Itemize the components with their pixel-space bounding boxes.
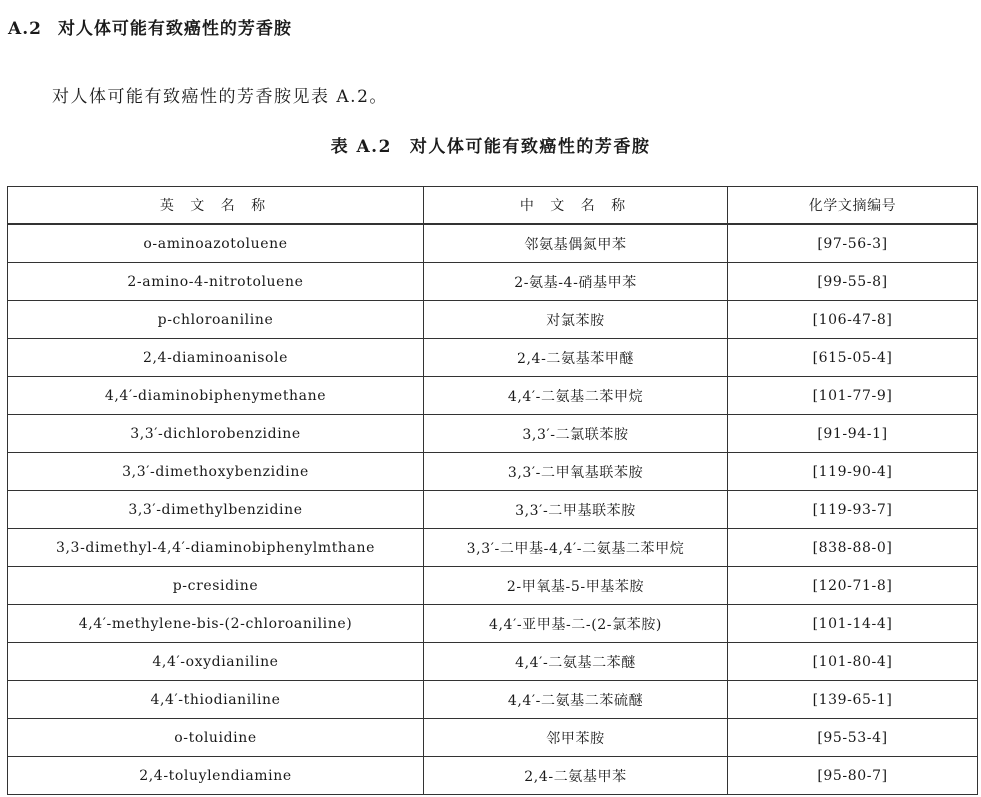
- english-name-cell: 3,3′-dichlorobenzidine: [8, 415, 424, 453]
- english-name-cell: p-chloroaniline: [8, 301, 424, 339]
- cas-number-cell: [91-94-1]: [728, 415, 978, 453]
- table-row: [8, 301, 978, 339]
- cas-number-cell: [615-05-4]: [728, 339, 978, 377]
- chinese-name-cell: 2-甲氧基-5-甲基苯胺: [424, 567, 728, 605]
- header-english-name: 英 文 名 称: [8, 187, 424, 225]
- cas-number-cell: [95-53-4]: [728, 719, 978, 757]
- table-row: [8, 605, 978, 643]
- english-name-cell: 4,4′-oxydianiline: [8, 643, 424, 681]
- cas-number-cell: [838-88-0]: [728, 529, 978, 567]
- chinese-name-cell: 2,4-二氨基甲苯: [424, 757, 728, 795]
- chinese-name-cell: 对氯苯胺: [424, 301, 728, 339]
- cas-number-cell: [106-47-8]: [728, 301, 978, 339]
- cas-number-cell: [95-80-7]: [728, 757, 978, 795]
- cas-number-cell: [97-56-3]: [728, 224, 978, 263]
- english-name-cell: 3,3-dimethyl-4,4′-diaminobiphenylmthane: [8, 529, 424, 567]
- english-name-cell: 2,4-toluylendiamine: [8, 757, 424, 795]
- english-name-cell: o-toluidine: [8, 719, 424, 757]
- table-row: [8, 567, 978, 605]
- chinese-name-cell: 邻甲苯胺: [424, 719, 728, 757]
- cas-number-cell: [101-77-9]: [728, 377, 978, 415]
- table-row: [8, 681, 978, 719]
- section-heading: [8, 14, 292, 39]
- chinese-name-cell: 2,4-二氨基苯甲醚: [424, 339, 728, 377]
- cas-number-cell: [101-80-4]: [728, 643, 978, 681]
- table-caption: [0, 132, 981, 157]
- chinese-name-cell: 3,3′-二甲基联苯胺: [424, 491, 728, 529]
- table-caption-label: 表 A.2: [330, 137, 392, 157]
- table-row: [8, 719, 978, 757]
- table-row: [8, 339, 978, 377]
- chinese-name-cell: 4,4′-二氨基二苯甲烷: [424, 377, 728, 415]
- english-name-cell: 4,4′-methylene-bis-(2-chloroaniline): [8, 605, 424, 643]
- section-title: 对人体可能有致癌性的芳香胺: [57, 19, 292, 39]
- english-name-cell: 2-amino-4-nitrotoluene: [8, 263, 424, 301]
- chinese-name-cell: 邻氨基偶氮甲苯: [424, 224, 728, 263]
- header-chinese-name: 中 文 名 称: [424, 187, 728, 225]
- table-row: [8, 643, 978, 681]
- table-header-row: [8, 187, 978, 225]
- cas-number-cell: [99-55-8]: [728, 263, 978, 301]
- header-cas-number: 化学文摘编号: [728, 187, 978, 225]
- intro-paragraph: 对人体可能有致癌性的芳香胺见表 A.2。: [52, 87, 388, 107]
- table-row: [8, 453, 978, 491]
- cas-number-cell: [119-90-4]: [728, 453, 978, 491]
- table-row: [8, 757, 978, 795]
- chinese-name-cell: 4,4′-二氨基二苯硫醚: [424, 681, 728, 719]
- table-row: [8, 377, 978, 415]
- cas-number-cell: [120-71-8]: [728, 567, 978, 605]
- aromatic-amines-table: [7, 186, 978, 795]
- english-name-cell: p-cresidine: [8, 567, 424, 605]
- table-row: [8, 263, 978, 301]
- english-name-cell: o-aminoazotoluene: [8, 224, 424, 263]
- table-row: [8, 224, 978, 263]
- chinese-name-cell: 3,3′-二甲基-4,4′-二氨基二苯甲烷: [424, 529, 728, 567]
- english-name-cell: 4,4′-diaminobiphenymethane: [8, 377, 424, 415]
- table-row: [8, 415, 978, 453]
- english-name-cell: 3,3′-dimethoxybenzidine: [8, 453, 424, 491]
- table-row: [8, 529, 978, 567]
- chinese-name-cell: 3,3′-二氯联苯胺: [424, 415, 728, 453]
- english-name-cell: 4,4′-thiodianiline: [8, 681, 424, 719]
- table-row: [8, 491, 978, 529]
- chinese-name-cell: 2-氨基-4-硝基甲苯: [424, 263, 728, 301]
- cas-number-cell: [119-93-7]: [728, 491, 978, 529]
- chinese-name-cell: 3,3′-二甲氧基联苯胺: [424, 453, 728, 491]
- english-name-cell: 3,3′-dimethylbenzidine: [8, 491, 424, 529]
- section-number: A.2: [8, 19, 42, 39]
- table-caption-title: 对人体可能有致癌性的芳香胺: [409, 137, 651, 157]
- chinese-name-cell: 4,4′-亚甲基-二-(2-氯苯胺): [424, 605, 728, 643]
- chinese-name-cell: 4,4′-二氨基二苯醚: [424, 643, 728, 681]
- english-name-cell: 2,4-diaminoanisole: [8, 339, 424, 377]
- cas-number-cell: [101-14-4]: [728, 605, 978, 643]
- cas-number-cell: [139-65-1]: [728, 681, 978, 719]
